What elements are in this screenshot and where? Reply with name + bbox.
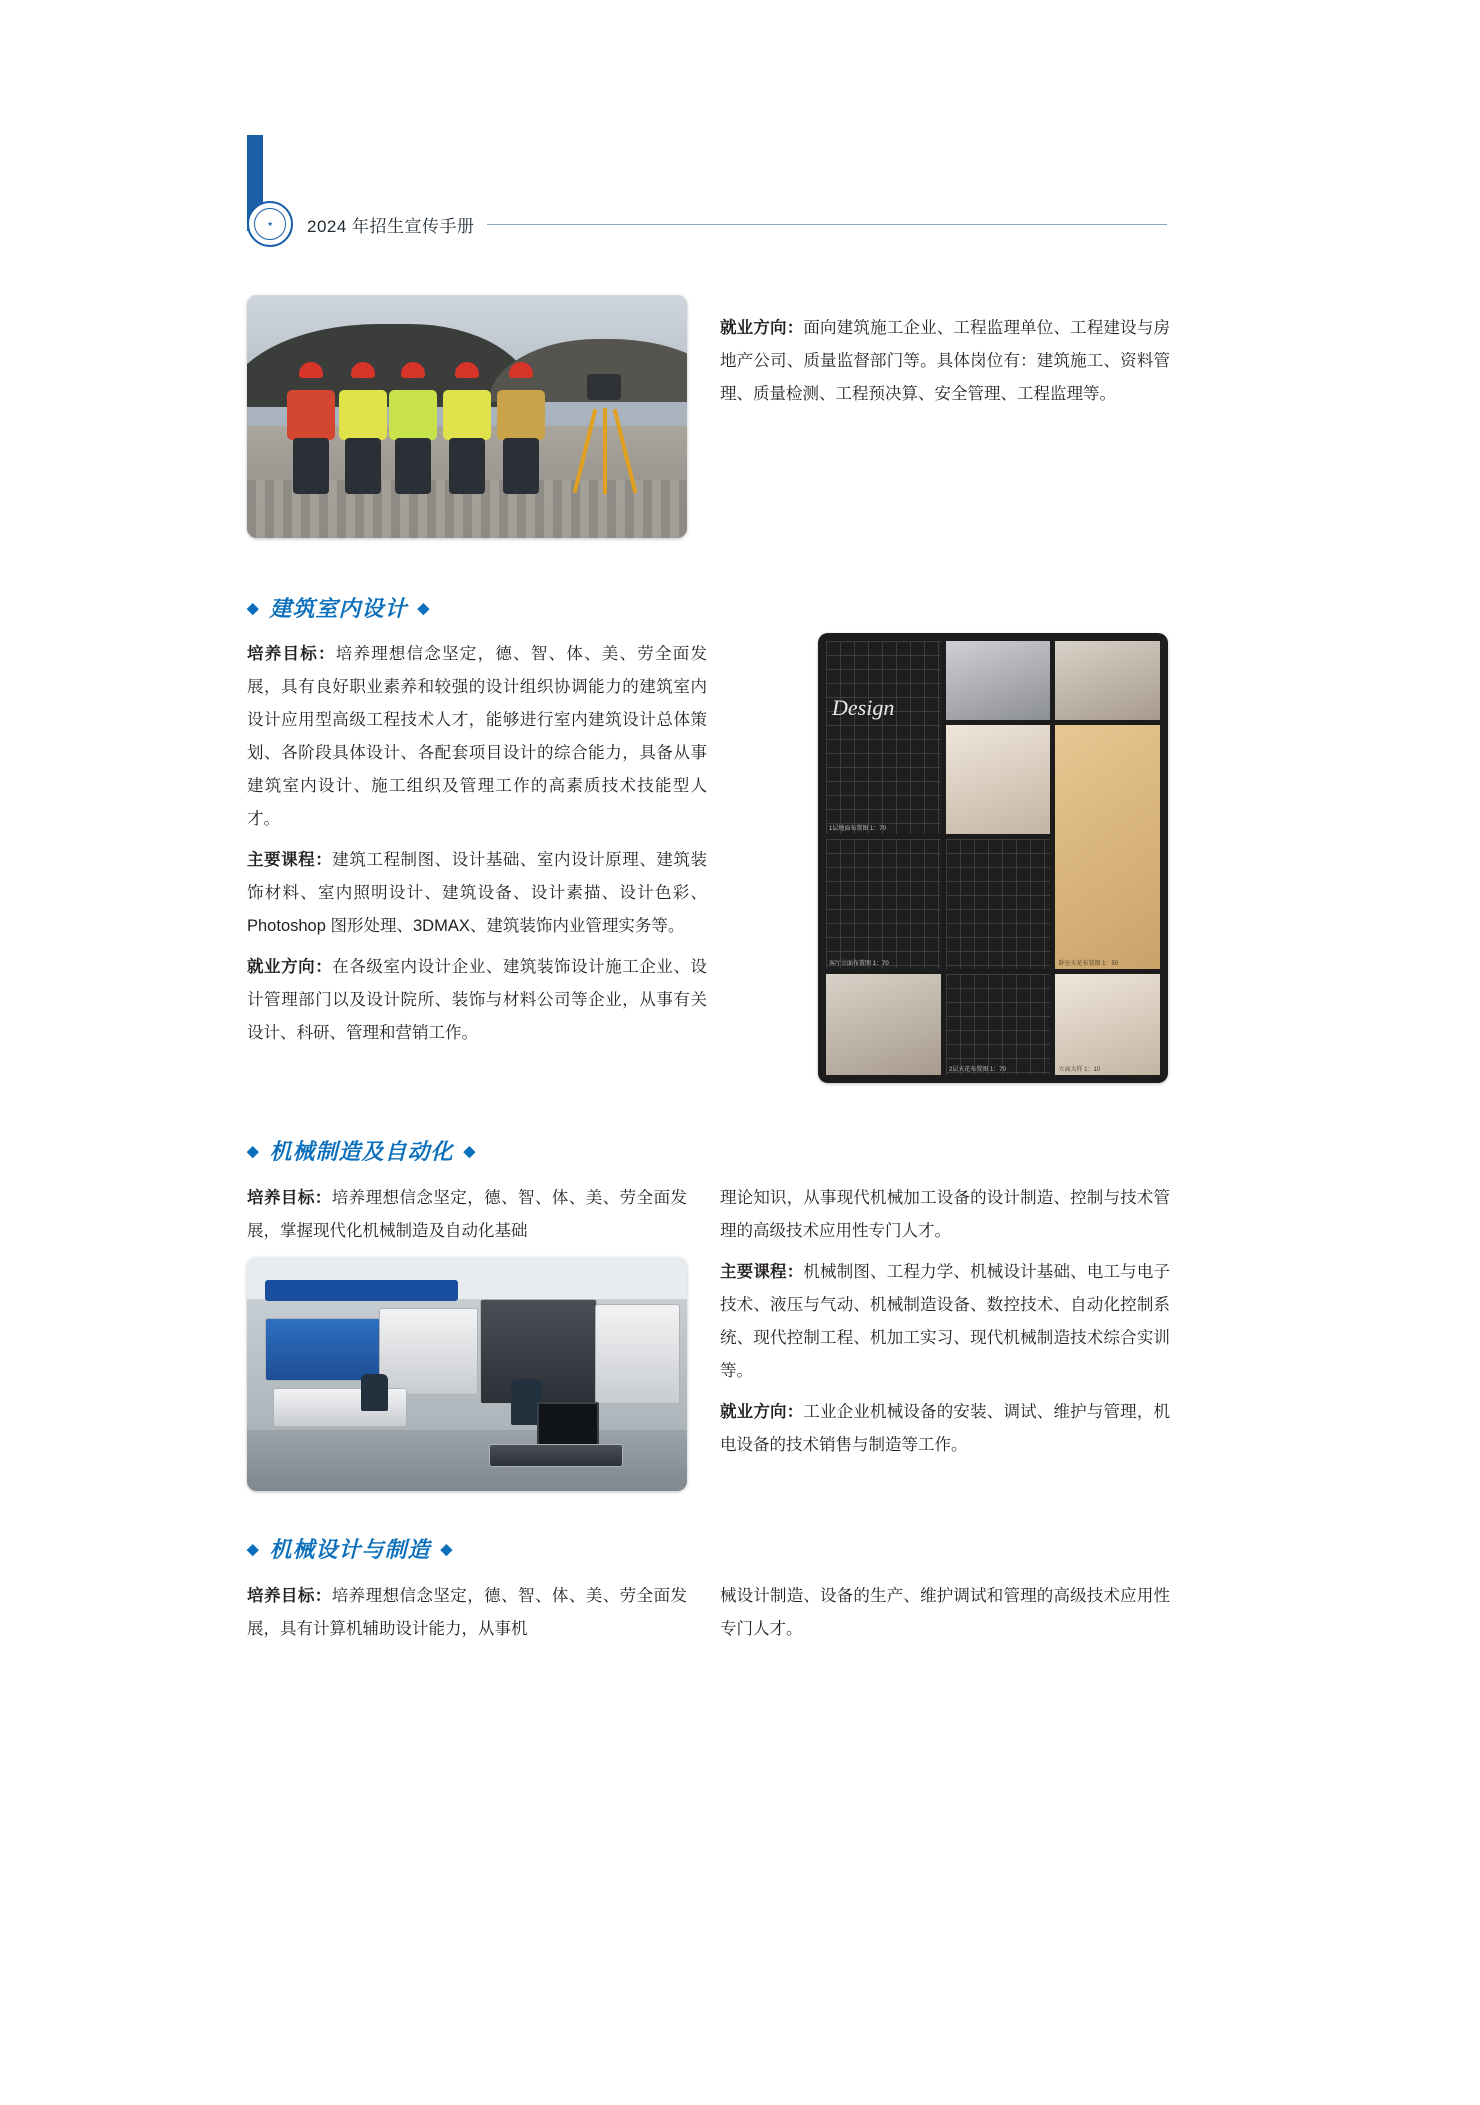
mm-courses-text: 机械制图、工程力学、机械设计基础、电工与电子技术、液压与气动、机械制造设备、数控技术、自动化控制系统、现代控制工程、机加工实习、现代机械制造技术综合实训等。 (720, 1263, 1171, 1380)
interior-employment-label: 就业方向： (247, 958, 333, 976)
mm-theory-text: 理论知识，从事现代机械加工设备的设计制造、控制与技术管理的高级技术应用性专门人才。 (720, 1189, 1170, 1240)
top-employment-text: 面向建筑施工企业、工程监理单位、工程建设与房地产公司、质量监督部门等。具体岗位有：建筑施工、资料管理、质量检测、工程预决算、安全管理、工程监理等。 (720, 318, 1171, 403)
section-title-text: 机械制造及自动化 (269, 1139, 454, 1164)
top-employment-label: 就业方向： (720, 318, 804, 337)
section-title-text: 机械设计与制造 (269, 1537, 431, 1562)
interior-courses-text: 建筑工程制图、设计基础、室内设计原理、建筑装饰材料、室内照明设计、建筑设备、设计素描、设计色彩、Photoshop 图形处理、3DMAX、建筑装饰内业管理实务等。 (247, 851, 708, 935)
top-employment-paragraph (720, 312, 1170, 411)
md-objective-paragraph (247, 1580, 687, 1646)
page-title: 2024 年招生宣传手册 (307, 216, 475, 236)
mm-objective-text: 培养理想信念坚定，德、智、体、美、劳全面发展，掌握现代化机械制造及自动化基础 (247, 1189, 688, 1240)
design-board-caption-1: 1层地面布置图 1：70 (829, 825, 887, 832)
school-seal-icon (247, 201, 293, 247)
mm-employment-text: 工业企业机械设备的安装、调试、维护与管理，机电设备的技术销售与制造等工作。 (720, 1403, 1171, 1454)
mm-objective-paragraph (247, 1182, 687, 1248)
md-continuation-paragraph (720, 1580, 1170, 1646)
mm-objective-label: 培养目标： (247, 1189, 332, 1207)
mm-employment-label: 就业方向： (720, 1403, 804, 1421)
section-title-mechanical-design (247, 1533, 807, 1564)
diamond-right-icon: ◆ (463, 1142, 477, 1160)
mm-theory-paragraph (720, 1182, 1170, 1248)
interior-employment-paragraph (247, 951, 707, 1050)
machining-workshop-photo (247, 1257, 687, 1491)
interior-courses-label: 主要课程： (247, 851, 333, 869)
diamond-right-icon: ◆ (417, 599, 431, 617)
md-objective-label: 培养目标： (247, 1587, 332, 1605)
design-board-caption-2: 卧室天花布置图 1：50 (1058, 960, 1119, 967)
design-board-title: Design (832, 694, 895, 720)
seal-inner-text: ★ (267, 220, 273, 228)
design-board-caption-3: 客厅立面布置图 1：70 (829, 960, 889, 967)
md-continuation-text: 械设计制造、设备的生产、维护调试和管理的高级技术应用性专门人才。 (720, 1587, 1170, 1638)
interior-design-board-photo (818, 633, 1168, 1083)
mm-courses-label: 主要课程： (720, 1263, 804, 1281)
page-header (247, 200, 1167, 248)
diamond-right-icon: ◆ (440, 1540, 454, 1558)
diamond-left-icon: ◆ (247, 1540, 260, 1558)
section-title-text: 建筑室内设计 (269, 596, 408, 621)
construction-surveying-photo (247, 295, 687, 538)
diamond-left-icon: ◆ (247, 1142, 260, 1160)
design-board-caption-4: 2层天花布置图 1：70 (948, 1067, 1006, 1073)
mm-employment-paragraph (720, 1396, 1170, 1462)
interior-employment-text: 在各级室内设计企业、建筑装饰设计施工企业、设计管理部门以及设计院所、装饰与材料公司等企业，从事有关设计、科研、管理和营销工作。 (247, 958, 708, 1042)
interior-objective-text: 培养理想信念坚定，德、智、体、美、劳全面发展，具有良好职业素养和较强的设计组织协调能力的建筑室内设计应用型高级工程技术人才，能够进行室内建筑设计总体策划、各阶段具体设计、各配套项目设计的综合能力，具备从事建筑室内设计、施工组织及管理工作的高素质技术技能型人才。 (247, 645, 708, 828)
md-objective-text: 培养理想信念坚定，德、智、体、美、劳全面发展，具有计算机辅助设计能力，从事机 (247, 1587, 688, 1638)
interior-objective-label: 培养目标： (247, 645, 336, 663)
mm-courses-paragraph (720, 1256, 1170, 1388)
section-title-mechanical-manufacturing (247, 1135, 807, 1166)
interior-objective-paragraph (247, 638, 707, 836)
section-title-interior-design (247, 592, 707, 623)
header-divider (487, 224, 1167, 225)
design-board-caption-5: 立面大样 1：10 (1058, 1067, 1101, 1073)
interior-courses-paragraph (247, 844, 707, 943)
diamond-left-icon: ◆ (247, 599, 260, 617)
